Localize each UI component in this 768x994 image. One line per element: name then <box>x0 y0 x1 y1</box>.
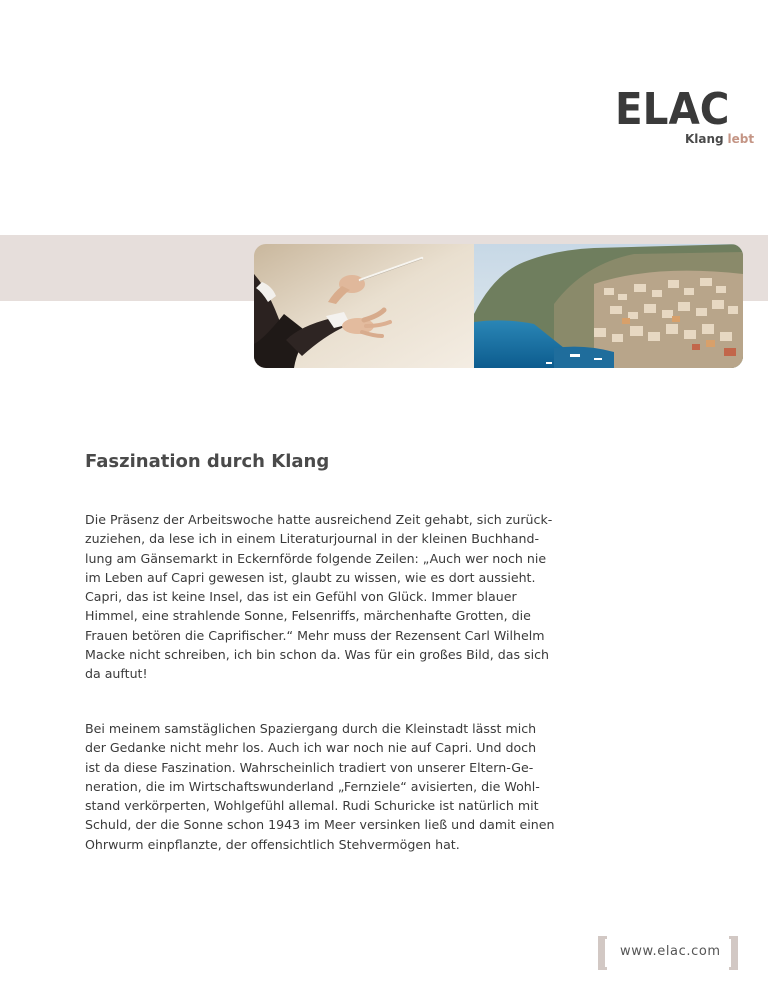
conductor-image <box>254 244 474 368</box>
footer-url-block <box>598 936 738 970</box>
paragraph-line: Frauen betören die Caprifischer.“ Mehr muss der Rezensent Carl Wilhelm <box>85 627 545 643</box>
article-paragraph-1 <box>85 510 595 684</box>
paragraph-line: stand verkörperten, Wohlgefühl allemal. Rudi Schuricke ist natürlich mit <box>85 798 539 814</box>
paragraph-line: lung am Gänsemarkt in Eckernförde folgende Zeilen: „Auch wer noch nie <box>85 550 547 566</box>
tagline-word-lebt: lebt <box>727 132 755 146</box>
paragraph-line: neration, die im Wirtschaftswunderland „Fernziele“ avisierten, die Wohl- <box>85 778 540 794</box>
header-photo-collage <box>254 244 743 368</box>
left-bracket-icon <box>598 936 607 970</box>
tagline-word-klang: Klang <box>685 132 724 146</box>
paragraph-line: der Gedanke nicht mehr los. Auch ich war noch nie auf Capri. Und doch <box>85 740 537 756</box>
paragraph-line: Ohrwurm einpflanzte, der offensichtlich Stehvermögen hat. <box>85 836 460 852</box>
article-heading: Faszination durch Klang <box>85 451 330 472</box>
paragraph-line: ist da diese Faszination. Wahrscheinlich tradiert von unserer Eltern-Ge- <box>85 759 534 775</box>
paragraph-line: Die Präsenz der Arbeitswoche hatte ausreichend Zeit gehabt, sich zurück- <box>85 512 553 527</box>
paragraph-line: da auftut! <box>85 666 148 682</box>
paragraph-line: Bei meinem samstäglichen Spaziergang durch die Kleinstadt lässt mich <box>85 721 537 736</box>
photo-collage-illustration <box>254 244 743 368</box>
coast-image <box>474 244 743 368</box>
paragraph-line: Macke nicht schreiben, ich bin schon da. Was für ein großes Bild, das sich <box>85 647 550 663</box>
logo-tagline <box>685 132 754 146</box>
paragraph-line: zuziehen, da lese ich in einem Literaturjournal in der kleinen Buchhand- <box>85 531 540 547</box>
paragraph-line: Himmel, eine strahlende Sonne, Felsenriffs, märchenhafte Grotten, die <box>85 608 531 624</box>
website-link[interactable]: www.elac.com <box>620 944 721 959</box>
paragraph-line: Schuld, der die Sonne schon 1943 im Meer versinken ließ und damit einen <box>85 817 555 833</box>
right-bracket-icon <box>729 936 738 970</box>
article-paragraph-2 <box>85 719 595 854</box>
elac-logo <box>603 84 755 158</box>
paragraph-line: im Leben auf Capri gewesen ist, glaubt zu wissen, wie es dort aussieht. <box>85 569 536 585</box>
logo-wordmark: ELAC <box>615 84 730 135</box>
paragraph-line: Capri, das ist keine Insel, das ist ein Gefühl von Glück. Immer blauer <box>85 589 517 605</box>
